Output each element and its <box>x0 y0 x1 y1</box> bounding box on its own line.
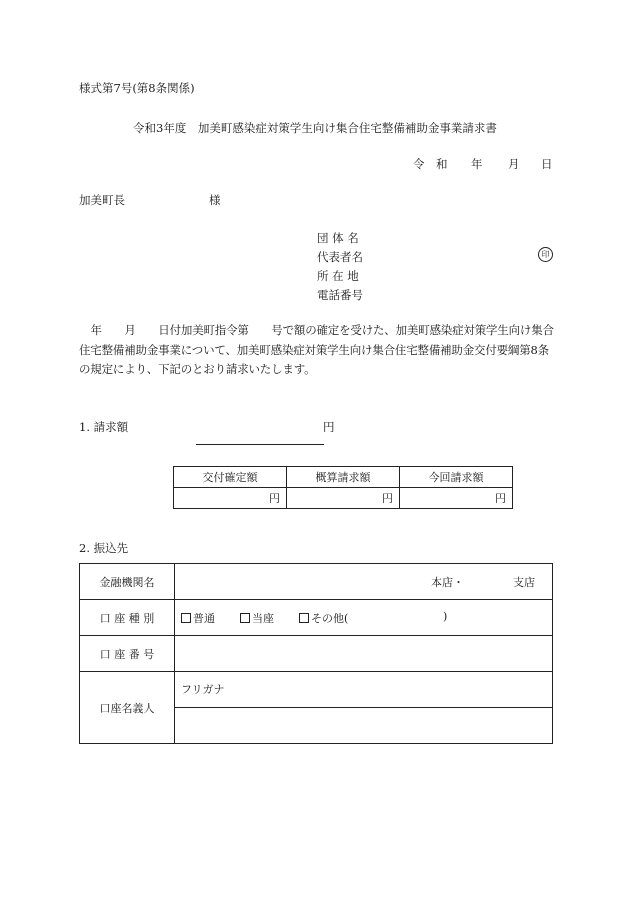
date-era: 令 和 <box>413 157 448 171</box>
addressee-name: 加美町長 <box>79 193 125 207</box>
date-year: 年 <box>471 157 483 171</box>
representative-label: 代表者名 <box>317 250 363 264</box>
amount-table-value-row <box>174 488 513 509</box>
account-number-row <box>80 636 553 672</box>
furigana-label: フリガナ <box>181 683 225 696</box>
amount-table <box>173 466 513 509</box>
holder-name-field[interactable] <box>175 708 553 744</box>
checkbox-other[interactable] <box>299 610 348 626</box>
bank-row <box>80 564 553 600</box>
form-number: 様式第7号(第8条関係) <box>79 81 195 95</box>
checkbox-icon <box>181 613 191 623</box>
holder-label: 口座名義人 <box>80 672 175 744</box>
confirmed-amount-cell[interactable]: 円 <box>174 488 287 509</box>
branch-text: 支店 <box>513 576 535 589</box>
bank-field[interactable] <box>175 564 553 600</box>
current-amount-cell[interactable]: 円 <box>400 488 513 509</box>
request-amount-unit: 円 <box>323 420 335 434</box>
holder-furigana-row <box>80 672 553 708</box>
date-month: 月 <box>508 157 520 171</box>
header-current-amount: 今回請求額 <box>400 467 513 488</box>
seal-mark: 印 <box>538 247 553 262</box>
main-branch-text: 本店・ <box>431 576 464 589</box>
amount-table-header-row <box>174 467 513 488</box>
header-confirmed-amount: 交付確定額 <box>174 467 287 488</box>
document-title: 令和3年度 加美町感染症対策学生向け集合住宅整備補助金事業請求書 <box>133 121 497 135</box>
checkbox-icon <box>240 613 250 623</box>
checkbox-futsu[interactable] <box>181 610 215 626</box>
section-1-heading: 1. 請求額 <box>79 420 129 434</box>
date-day: 日 <box>541 157 553 171</box>
request-body-text: 年 月 日付加美町指令第 号で額の確定を受けた、加美町感染症対策学生向け集合住宅整備補助金事業について、加美町感染症対策学生向け集合住宅整備補助金交付要綱第8条の規定により、下記のとおり請求いたします。 <box>79 323 554 376</box>
toza-label: 当座 <box>252 612 274 625</box>
applicant-block <box>317 229 363 305</box>
addressee-honorific: 様 <box>209 193 221 207</box>
other-close-paren: ) <box>443 610 448 623</box>
account-type-field <box>175 600 553 636</box>
request-amount-line[interactable] <box>196 444 324 445</box>
address-label: 所 在 地 <box>317 269 359 283</box>
other-label: その他( <box>311 612 349 625</box>
section-2-heading: 2. 振込先 <box>79 541 129 555</box>
futsu-label: 普通 <box>193 612 215 625</box>
phone-label: 電話番号 <box>317 288 363 302</box>
account-type-row <box>80 600 553 636</box>
checkbox-icon <box>299 613 309 623</box>
account-type-label: 口 座 種 別 <box>80 600 175 636</box>
account-number-label: 口 座 番 号 <box>80 636 175 672</box>
bank-table <box>79 563 553 744</box>
furigana-field[interactable] <box>175 672 553 708</box>
account-number-field[interactable] <box>175 636 553 672</box>
addressee <box>79 192 221 208</box>
org-name-label: 団 体 名 <box>317 231 359 245</box>
estimated-amount-cell[interactable]: 円 <box>287 488 400 509</box>
bank-label: 金融機関名 <box>80 564 175 600</box>
header-estimated-amount: 概算請求額 <box>287 467 400 488</box>
checkbox-toza[interactable] <box>240 610 274 626</box>
